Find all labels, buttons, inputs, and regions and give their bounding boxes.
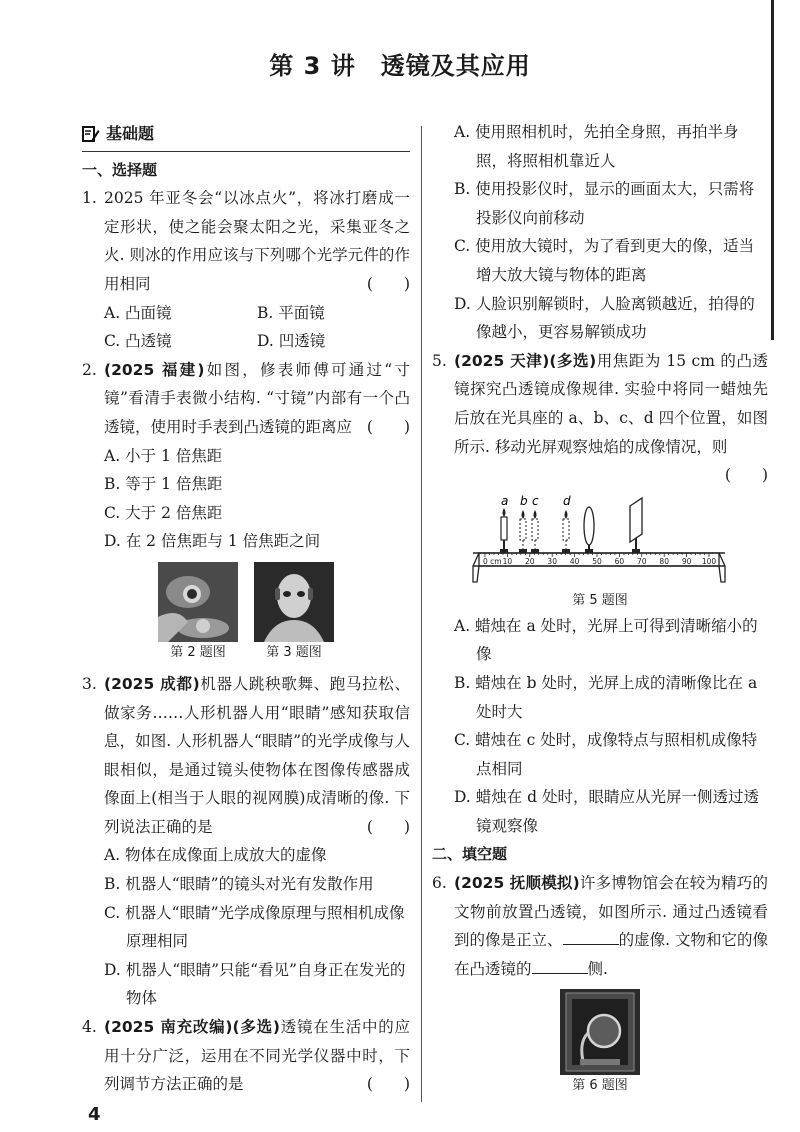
option-d: D. 机器人“眼睛”只能“看见”自身正在发光的物体 — [104, 960, 406, 1008]
question-number: 3. — [82, 674, 97, 693]
question-number: 4. — [82, 1018, 97, 1037]
question-text: 2025 年亚冬会“以冰点火”，将冰打磨成一定形状，使之能会聚太阳之光，采集亚冬之火. 则冰的作用应该与下列哪个光学元件的作用相同 — [104, 189, 410, 293]
ruler-label: 30 — [547, 556, 557, 566]
figure-5-caption: 第 5 题图 — [572, 592, 628, 608]
question-text: 透镜在生活中的应用十分广泛，运用在不同光学仪器中时，下列调节方法正确的是 — [104, 1018, 410, 1094]
figures-2-3 — [82, 562, 410, 664]
candle-a — [501, 508, 507, 549]
light-screen — [630, 498, 642, 549]
question-text: 机器人跳秧歌舞、跑马拉松、做家务……人形机器人用“眼睛”感知获取信息，如图. 人形机器人“眼睛”的光学成像与人眼相似，是通过镜头使物体在图像传感器成像面上(相当于人眼的视网膜)成清晰的像. 下列说法正确的是 — [104, 674, 410, 836]
position-label-c: c — [532, 493, 539, 508]
page-number: 4 — [88, 1104, 101, 1125]
candle-b — [520, 510, 526, 549]
page-title: 第 3 讲 透镜及其应用 — [269, 52, 531, 80]
option-b: B. 等于 1 倍焦距 — [104, 475, 223, 494]
question-1-options-row-2 — [82, 327, 410, 356]
figure-5 — [432, 492, 768, 612]
option-a: A. 蜡烛在 a 处时，光屏上可得到清晰缩小的像 — [454, 616, 758, 664]
column-divider — [421, 126, 422, 1102]
ruler-label: 10 — [502, 556, 513, 566]
option-a: A. 凸面镜 — [104, 303, 172, 322]
question-text: 用焦距为 15 cm 的凸透镜探究凸透镜成像规律. 实验中将同一蜡烛先后放在光具座的 a、b、c、d 四个位置，如图所示. 移动光屏观察烛焰的成像情况，则 — [454, 351, 768, 456]
question-text-part-2: 的虚像. 文物和它的像在凸透镜的 — [454, 931, 768, 978]
ruler-label: 60 — [614, 556, 625, 566]
museum-lens-photo — [560, 989, 640, 1075]
figure-3-caption: 第 3 题图 — [266, 644, 322, 660]
position-label-d: d — [563, 493, 571, 508]
question-1-options-row-1 — [82, 299, 410, 328]
candle-d — [563, 510, 569, 549]
optical-bench — [473, 553, 725, 582]
option-c: C. 蜡烛在 c 处时，成像特点与照相机成像特点相同 — [454, 731, 758, 778]
question-number: 5. — [432, 351, 447, 370]
question-3 — [82, 670, 410, 842]
fill-blank-2[interactable] — [532, 960, 588, 974]
answer-paren-row — [454, 461, 768, 490]
option-c: C. 大于 2 倍焦距 — [104, 503, 223, 522]
question-text-part-1: 许多博物馆会在较为精巧的文物前放置凸透镜，如图所示. 通过凸透镜看到的像是正立、 — [454, 874, 768, 950]
question-source-tag: (2025 南充改编)(多选) — [104, 1018, 280, 1037]
ruler-label: 0 cm — [483, 556, 502, 566]
ruler-label: 100 — [701, 556, 717, 566]
option-a: A. 小于 1 倍焦距 — [104, 446, 223, 465]
ruler-label: 80 — [659, 556, 669, 566]
question-source-tag: (2025 福建) — [104, 360, 205, 379]
question-source-tag: (2025 抚顺模拟) — [454, 874, 580, 893]
section-fill-label: 二、填空题 — [432, 845, 508, 864]
section-basic-label: 基础题 — [106, 124, 155, 143]
section-choice-label: 一、选择题 — [82, 160, 158, 179]
robot-photo — [254, 562, 334, 642]
figure-6-caption: 第 6 题图 — [572, 1078, 628, 1094]
figure-2 — [158, 562, 238, 664]
figure-3 — [254, 562, 334, 664]
convex-lens — [584, 507, 594, 550]
answer-paren: ( ) — [366, 1075, 410, 1094]
question-2 — [82, 356, 410, 442]
question-number: 6. — [432, 874, 447, 893]
watch-repair-photo — [158, 562, 238, 642]
position-label-a: a — [501, 493, 509, 508]
answer-paren: ( ) — [366, 417, 410, 436]
question-source-tag: (2025 天津)(多选) — [454, 351, 597, 370]
option-a: A. 物体在成像面上成放大的虚像 — [104, 846, 327, 865]
ruler-label: 90 — [681, 556, 692, 566]
section-basic-header — [82, 120, 410, 152]
option-b: B. 机器人“眼睛”的镜头对光有发散作用 — [104, 875, 374, 894]
question-source-tag: (2025 成都) — [104, 674, 200, 693]
answer-paren: ( ) — [366, 274, 410, 293]
ruler-label: 70 — [637, 556, 647, 566]
question-number: 2. — [82, 360, 97, 379]
figure-6 — [432, 989, 768, 1097]
option-b: B. 平面镜 — [257, 303, 325, 322]
question-text: 如图，修表师傅可通过“寸镜”看清手表微小结构. “寸镜”内部有一个凸透镜，使用时手表到凸透镜的距离应 — [104, 360, 410, 436]
position-label-b: b — [520, 493, 528, 508]
question-6 — [432, 869, 768, 983]
left-column — [82, 120, 410, 1099]
question-1 — [82, 184, 410, 298]
option-d: D. 凹透镜 — [257, 332, 326, 351]
question-5 — [432, 347, 768, 490]
answer-paren: ( ) — [366, 817, 410, 836]
question-text-part-3: 侧. — [587, 959, 608, 978]
ruler-label: 20 — [525, 556, 535, 566]
option-d: D. 在 2 倍焦距与 1 倍焦距之间 — [104, 532, 321, 551]
option-d: D. 人脸识别解锁时，人脸离锁越近，拍得的像越小，更容易解锁成功 — [454, 294, 755, 342]
option-b: B. 蜡烛在 b 处时，光屏上成的清晰像比在 a 处时大 — [454, 673, 758, 721]
option-c: C. 机器人“眼睛”光学成像原理与照相机成像原理相同 — [104, 903, 405, 951]
candle-c — [532, 510, 538, 549]
option-c: C. 凸透镜 — [104, 332, 172, 351]
optical-bench-diagram — [465, 492, 735, 590]
fill-blank-1[interactable] — [563, 931, 619, 945]
ruler-label: 50 — [592, 556, 602, 566]
option-b: B. 使用投影仪时，显示的画面太大，只需将投影仪向前移动 — [454, 180, 755, 227]
option-a: A. 使用照相机时，先拍全身照，再拍半身照，将照相机靠近人 — [454, 123, 739, 170]
option-d: D. 蜡烛在 d 处时，眼睛应从光屏一侧透过透镜观察像 — [454, 788, 760, 835]
question-4 — [82, 1013, 410, 1099]
ruler-label: 40 — [569, 556, 580, 566]
answer-paren: ( ) — [724, 466, 768, 485]
right-column — [432, 118, 768, 1097]
page-edge-line — [771, 0, 774, 340]
figure-2-caption: 第 2 题图 — [170, 644, 226, 660]
pencil-note-icon — [82, 125, 100, 143]
question-number: 1. — [82, 189, 97, 208]
option-c: C. 使用放大镜时，为了看到更大的像，适当增大放大镜与物体的距离 — [454, 237, 755, 284]
